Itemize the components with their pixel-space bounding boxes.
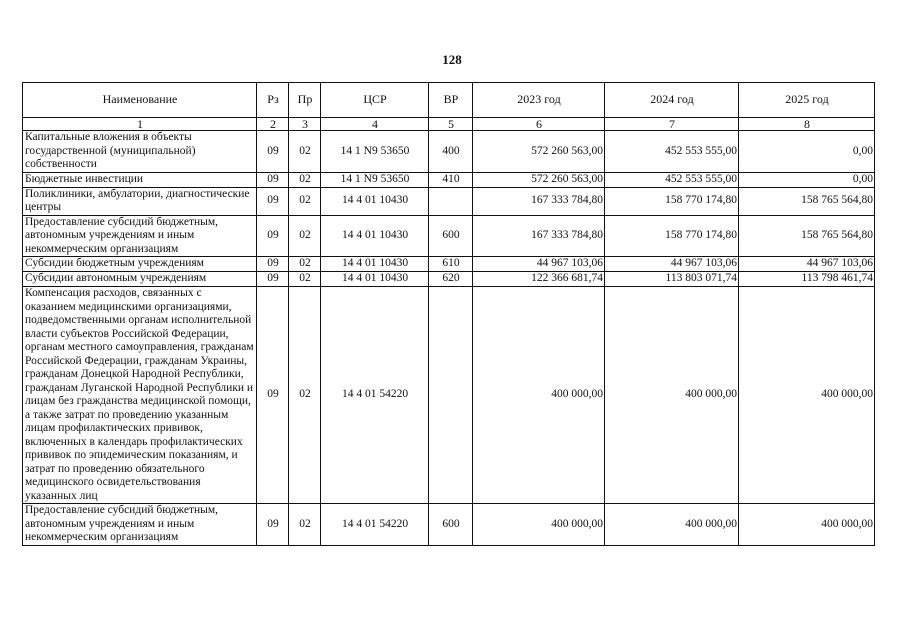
column-number-row [23,118,875,131]
row-2024: 44 967 103,06 [605,257,739,272]
header-2023: 2023 год [473,83,605,118]
row-vr: 620 [429,272,473,287]
row-2025: 113 798 461,74 [739,272,875,287]
row-2025: 0,00 [739,172,875,187]
row-csr: 14 4 01 10430 [321,215,429,257]
table-row [23,287,875,504]
row-rz: 09 [257,187,289,215]
row-csr: 14 4 01 54220 [321,504,429,546]
column-number: 5 [429,118,473,131]
row-2024: 400 000,00 [605,504,739,546]
table-row [23,257,875,272]
column-number: 2 [257,118,289,131]
header-csr: ЦСР [321,83,429,118]
table-row [23,504,875,546]
row-rz: 09 [257,287,289,504]
row-vr: 600 [429,504,473,546]
row-2024: 158 770 174,80 [605,187,739,215]
row-2025: 44 967 103,06 [739,257,875,272]
row-name: Субсидии автономным учреждениям [23,272,257,287]
row-rz: 09 [257,215,289,257]
row-csr: 14 4 01 54220 [321,287,429,504]
row-2023: 167 333 784,80 [473,187,605,215]
row-2025: 158 765 564,80 [739,187,875,215]
row-2023: 44 967 103,06 [473,257,605,272]
row-vr [429,187,473,215]
row-vr: 400 [429,131,473,173]
column-number: 8 [739,118,875,131]
column-number: 7 [605,118,739,131]
row-csr: 14 1 N9 53650 [321,131,429,173]
table-row [23,187,875,215]
column-number: 4 [321,118,429,131]
header-2024: 2024 год [605,83,739,118]
row-name: Бюджетные инвестиции [23,172,257,187]
row-pr: 02 [289,504,321,546]
row-rz: 09 [257,504,289,546]
row-2025: 400 000,00 [739,504,875,546]
row-pr: 02 [289,215,321,257]
row-csr: 14 4 01 10430 [321,187,429,215]
row-2024: 452 553 555,00 [605,131,739,173]
header-vr: ВР [429,83,473,118]
row-name: Предоставление субсидий бюджетным, автономным учреждениям и иным некоммерческим организациям [23,504,257,546]
table-row [23,172,875,187]
header-2025: 2025 год [739,83,875,118]
column-number: 1 [23,118,257,131]
row-2023: 400 000,00 [473,504,605,546]
column-number: 6 [473,118,605,131]
header-pr: Пр [289,83,321,118]
row-pr: 02 [289,187,321,215]
row-pr: 02 [289,172,321,187]
row-name: Субсидии бюджетным учреждениям [23,257,257,272]
row-2023: 572 260 563,00 [473,172,605,187]
row-2025: 400 000,00 [739,287,875,504]
table-row [23,131,875,173]
row-rz: 09 [257,131,289,173]
page-number: 128 [442,52,462,67]
row-csr: 14 4 01 10430 [321,257,429,272]
row-2023: 122 366 681,74 [473,272,605,287]
table-row [23,272,875,287]
row-pr: 02 [289,272,321,287]
header-row [23,83,875,118]
row-2024: 400 000,00 [605,287,739,504]
row-2025: 0,00 [739,131,875,173]
table-row [23,215,875,257]
row-2024: 452 553 555,00 [605,172,739,187]
row-name: Предоставление субсидий бюджетным, автономным учреждениям и иным некоммерческим организациям [23,215,257,257]
row-vr [429,287,473,504]
row-name: Поликлиники, амбулатории, диагностические центры [23,187,257,215]
row-rz: 09 [257,272,289,287]
column-number: 3 [289,118,321,131]
row-name: Компенсация расходов, связанных с оказанием медицинскими организациями, подведомственными органам исполнительной власти субъектов Российской Федерации, органам местного самоуправления, гражданам Российской Федерации, гражданам Украины, гражданам Донецкой Народной Республики, гражданам Луганской Народной Республики и лицам без гражданства медицинской помощи, а также затрат по проведению указанным лицам профилактических прививок, включенных в календарь профилактических прививок по эпидемическим показаниям, и затрат по проведению обязательного медицинского освидетельствования указанных лиц [23,287,257,504]
row-vr: 410 [429,172,473,187]
row-2024: 158 770 174,80 [605,215,739,257]
row-pr: 02 [289,257,321,272]
row-2025: 158 765 564,80 [739,215,875,257]
row-rz: 09 [257,257,289,272]
row-vr: 610 [429,257,473,272]
row-vr: 600 [429,215,473,257]
row-name: Капитальные вложения в объекты государственной (муниципальной) собственности [23,131,257,173]
row-2023: 167 333 784,80 [473,215,605,257]
budget-table [22,82,875,546]
row-csr: 14 4 01 10430 [321,272,429,287]
row-csr: 14 1 N9 53650 [321,172,429,187]
row-2024: 113 803 071,74 [605,272,739,287]
header-name: Наименование [23,83,257,118]
row-rz: 09 [257,172,289,187]
row-pr: 02 [289,287,321,504]
header-rz: Рз [257,83,289,118]
row-2023: 400 000,00 [473,287,605,504]
row-pr: 02 [289,131,321,173]
row-2023: 572 260 563,00 [473,131,605,173]
